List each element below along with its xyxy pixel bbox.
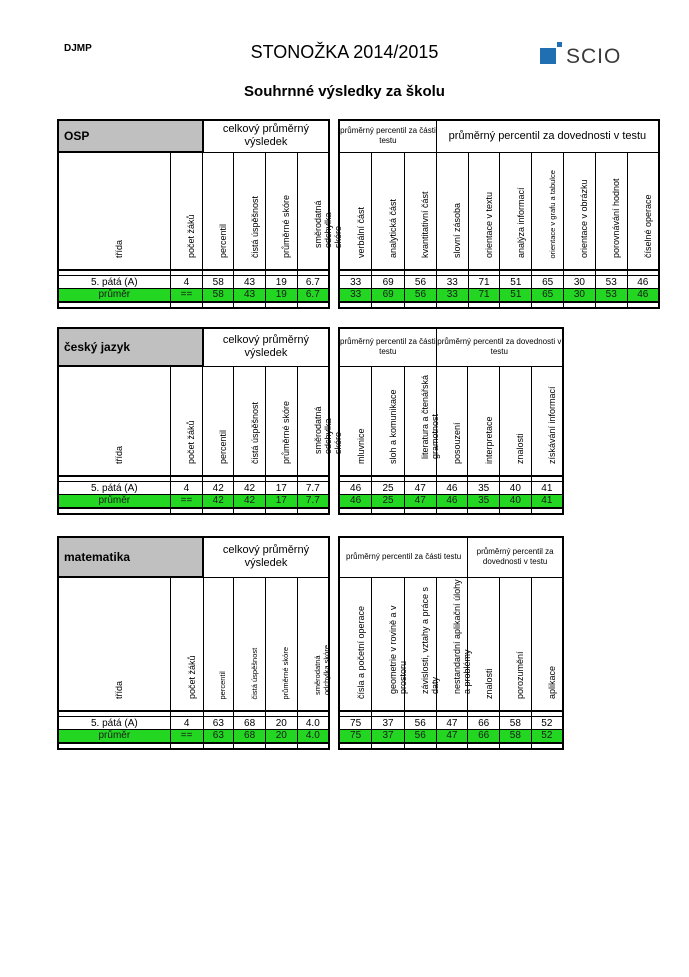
pupil-count: 4 xyxy=(170,717,203,730)
overall-value: 19 xyxy=(265,276,297,289)
part-value: 33 xyxy=(339,276,372,289)
skill-value: 52 xyxy=(531,730,563,743)
page-subtitle: Souhrnné výsledky za školu xyxy=(244,83,445,100)
skills-group-header: průměrný percentil za dovednosti v testu xyxy=(436,120,659,152)
part-value: 33 xyxy=(339,289,372,302)
average-row xyxy=(339,289,659,302)
pupil-count: == xyxy=(170,730,203,743)
school-code: DJMP xyxy=(64,43,92,54)
overall-value: 4.0 xyxy=(297,730,329,743)
subject-title: matematika xyxy=(58,537,203,577)
part-column-label: čísla a početní operace xyxy=(355,605,366,699)
part-column-label: analytická část xyxy=(388,198,399,258)
column-header-label: percentil xyxy=(218,429,229,464)
column-header-label: čistá úspěšnost xyxy=(249,647,259,700)
skill-value: 66 xyxy=(468,730,500,743)
overall-value: 42 xyxy=(234,495,266,508)
skill-column-header xyxy=(531,366,563,476)
class-row xyxy=(339,717,563,730)
column-header-label: čistá úspěšnost xyxy=(249,401,260,464)
skill-column-header xyxy=(627,152,659,270)
skill-column-label: znalosti xyxy=(483,668,494,699)
class-row xyxy=(58,276,329,289)
column-header xyxy=(297,577,329,711)
skill-column-label: číselné operace xyxy=(642,194,653,258)
column-header-label: počet žáků xyxy=(186,420,197,464)
column-header-label: třída xyxy=(114,445,125,464)
overall-value: 4.0 xyxy=(297,717,329,730)
overall-value: 7.7 xyxy=(297,495,329,508)
skill-value: 71 xyxy=(468,276,500,289)
part-value: 75 xyxy=(339,730,372,743)
skill-column-header xyxy=(468,152,500,270)
overall-value: 7.7 xyxy=(297,482,329,495)
skill-column-label: orientace v textu xyxy=(484,191,495,258)
subject-title: český jazyk xyxy=(58,328,203,366)
part-value: 56 xyxy=(405,289,437,302)
part-value: 37 xyxy=(372,717,405,730)
column-header xyxy=(203,577,234,711)
skill-value: 46 xyxy=(436,495,468,508)
part-value: 47 xyxy=(404,482,436,495)
part-column-header xyxy=(404,366,441,476)
column-header-label: třída xyxy=(114,239,125,258)
skill-column-header xyxy=(436,152,468,270)
skill-column-header xyxy=(500,577,532,711)
pupil-count: == xyxy=(170,495,203,508)
average-row xyxy=(58,289,329,302)
skill-value: 51 xyxy=(500,276,532,289)
parts-group-header: průměrný percentil za části testu xyxy=(339,120,436,152)
percentile-table xyxy=(338,536,564,750)
part-value: 69 xyxy=(372,276,405,289)
skill-column-header xyxy=(468,366,500,476)
part-value: 47 xyxy=(404,495,436,508)
skill-column-label: slovní zásoba xyxy=(452,202,463,258)
skill-value: 40 xyxy=(500,495,532,508)
skill-value: 66 xyxy=(468,717,500,730)
class-row xyxy=(58,482,329,495)
overall-value: 19 xyxy=(265,289,297,302)
column-header xyxy=(170,366,203,476)
overall-group-header: celkový průměrný výsledek xyxy=(203,537,329,577)
class-label: 5. pátá (A) xyxy=(58,717,170,730)
logo-small-square-icon xyxy=(557,42,562,47)
class-row xyxy=(339,482,563,495)
overall-value: 68 xyxy=(234,730,266,743)
skill-value: 46 xyxy=(627,276,659,289)
part-value: 46 xyxy=(339,482,372,495)
column-header xyxy=(265,152,297,270)
column-header-label: směrodatná odchylka skóre xyxy=(312,406,343,454)
part-value: 25 xyxy=(372,482,405,495)
column-header xyxy=(265,366,297,476)
part-value: 69 xyxy=(372,289,405,302)
overall-value: 42 xyxy=(203,482,234,495)
skill-column-label: interpretace xyxy=(483,416,494,464)
average-row xyxy=(339,730,563,743)
overall-value: 6.7 xyxy=(297,276,329,289)
part-value: 25 xyxy=(372,495,405,508)
overall-value: 58 xyxy=(203,276,234,289)
column-header xyxy=(170,152,203,270)
skill-value: 71 xyxy=(468,289,500,302)
part-column-header xyxy=(404,577,441,711)
pupil-count: == xyxy=(170,289,203,302)
column-header-label: průměrné skóre xyxy=(281,194,292,258)
logo-text: SCIO xyxy=(566,45,622,68)
document-title: STONOŽKA 2014/2015 xyxy=(250,42,439,62)
part-value: 47 xyxy=(436,730,468,743)
skill-value: 46 xyxy=(627,289,659,302)
skill-value: 33 xyxy=(436,289,468,302)
skill-column-label: posouzení xyxy=(451,422,462,464)
part-value: 56 xyxy=(404,730,436,743)
column-header-label: čistá úspěšnost xyxy=(249,195,260,258)
overall-value: 20 xyxy=(265,717,297,730)
overall-table xyxy=(57,119,343,309)
column-header xyxy=(58,152,170,270)
column-header xyxy=(203,152,234,270)
part-column-header xyxy=(405,152,437,270)
overall-value: 63 xyxy=(203,730,234,743)
overall-value: 20 xyxy=(265,730,297,743)
skill-column-header xyxy=(500,366,532,476)
part-column-label: sloh a komunikace xyxy=(388,389,399,464)
column-header-label: průměrné skóre xyxy=(281,400,292,464)
part-column-header xyxy=(436,577,472,711)
overall-table xyxy=(57,536,330,750)
overall-value: 17 xyxy=(265,495,297,508)
part-column-label: verbální část xyxy=(355,206,366,258)
skill-value: 41 xyxy=(531,495,563,508)
overall-value: 43 xyxy=(234,276,266,289)
skill-value: 65 xyxy=(532,276,564,289)
column-header xyxy=(265,577,297,711)
part-value: 46 xyxy=(339,495,372,508)
subject-title: OSP xyxy=(58,120,203,152)
skill-value: 58 xyxy=(500,730,532,743)
skill-column-header xyxy=(500,152,532,270)
column-header-label: percentil xyxy=(218,671,228,700)
part-value: 47 xyxy=(436,717,468,730)
skill-value: 65 xyxy=(532,289,564,302)
column-header xyxy=(170,577,203,711)
skill-column-label: orientace v grafu a tabulce xyxy=(547,170,557,259)
part-column-header xyxy=(339,577,372,711)
average-row xyxy=(339,495,563,508)
class-label: 5. pátá (A) xyxy=(58,482,170,495)
overall-value: 6.7 xyxy=(297,289,329,302)
column-header-label: třída xyxy=(114,680,125,699)
skill-value: 53 xyxy=(595,276,627,289)
skill-column-label: získávání informací xyxy=(546,386,557,464)
overall-value: 42 xyxy=(203,495,234,508)
part-column-label: geometrie v rovině a v prostoru xyxy=(388,605,409,694)
skill-column-label: porozumění xyxy=(515,651,526,699)
column-header xyxy=(234,152,266,270)
column-header-label: počet žáků xyxy=(186,655,197,699)
skill-column-label: porovnávání hodnot xyxy=(611,178,622,258)
skill-value: 52 xyxy=(531,717,563,730)
part-value: 56 xyxy=(404,717,436,730)
column-header-label: počet žáků xyxy=(186,214,197,258)
column-header xyxy=(58,366,170,476)
skill-value: 33 xyxy=(436,276,468,289)
skill-column-label: orientace v obrázku xyxy=(579,179,590,258)
average-row xyxy=(58,730,329,743)
percentile-table xyxy=(338,327,564,515)
percentile-table xyxy=(338,119,660,309)
skill-value: 35 xyxy=(468,482,500,495)
overall-value: 68 xyxy=(234,717,266,730)
column-header xyxy=(297,152,343,270)
skill-value: 35 xyxy=(468,495,500,508)
overall-group-header: celkový průměrný výsledek xyxy=(203,120,329,152)
pupil-count: 4 xyxy=(170,276,203,289)
skill-column-header xyxy=(532,152,564,270)
skill-column-header xyxy=(468,577,500,711)
average-row xyxy=(58,495,329,508)
part-column-header xyxy=(372,577,409,711)
part-column-label: závislosti, vztahy a práce s daty xyxy=(420,586,441,694)
column-header xyxy=(297,366,343,476)
column-header xyxy=(234,577,266,711)
scio-logo xyxy=(540,42,630,68)
skill-value: 51 xyxy=(500,289,532,302)
part-column-label: mluvnice xyxy=(355,428,366,464)
column-header xyxy=(203,366,234,476)
skill-column-label: aplikace xyxy=(546,665,557,699)
column-header-label: směrodatná odchylka skóre xyxy=(312,200,343,248)
class-label: průměr xyxy=(58,289,170,302)
skill-value: 53 xyxy=(595,289,627,302)
skill-column-label: znalosti xyxy=(515,433,526,464)
overall-value: 17 xyxy=(265,482,297,495)
skill-value: 40 xyxy=(500,482,532,495)
skill-column-header xyxy=(436,366,468,476)
part-column-header xyxy=(372,152,405,270)
part-value: 37 xyxy=(372,730,405,743)
skill-value: 41 xyxy=(531,482,563,495)
column-header xyxy=(234,366,266,476)
part-column-label: literatura a čtenářská gramotnost xyxy=(420,374,441,459)
overall-value: 58 xyxy=(203,289,234,302)
column-header xyxy=(58,577,170,711)
parts-group-header: průměrný percentil za části testu xyxy=(339,328,436,366)
parts-group-header: průměrný percentil za části testu xyxy=(339,537,468,577)
overall-table xyxy=(57,327,343,515)
skill-column-label: analýza informací xyxy=(515,187,526,258)
column-header-label: průměrné skóre xyxy=(281,646,291,700)
overall-value: 43 xyxy=(234,289,266,302)
skill-column-header xyxy=(531,577,563,711)
part-value: 56 xyxy=(405,276,437,289)
part-column-header xyxy=(339,152,372,270)
class-row xyxy=(58,717,329,730)
class-row xyxy=(339,276,659,289)
skill-column-header xyxy=(564,152,596,270)
logo-square-icon xyxy=(540,48,556,64)
skill-value: 30 xyxy=(564,289,596,302)
class-label: 5. pátá (A) xyxy=(58,276,170,289)
pupil-count: 4 xyxy=(170,482,203,495)
part-value: 75 xyxy=(339,717,372,730)
skills-group-header: průměrný percentil za dovednosti v testu xyxy=(436,328,563,366)
skill-column-header xyxy=(595,152,627,270)
column-header-label: percentil xyxy=(218,223,229,258)
part-column-header xyxy=(372,366,405,476)
skill-value: 46 xyxy=(436,482,468,495)
overall-value: 63 xyxy=(203,717,234,730)
skill-value: 58 xyxy=(500,717,532,730)
part-column-label: nestandardní aplikační úlohy a problémy xyxy=(451,579,472,694)
part-column-header xyxy=(339,366,372,476)
class-label: průměr xyxy=(58,730,170,743)
column-header-label: směrodatná odchylka skóre xyxy=(312,644,331,695)
overall-group-header: celkový průměrný výsledek xyxy=(203,328,329,366)
class-label: průměr xyxy=(58,495,170,508)
part-column-label: kvantitativní část xyxy=(420,191,431,258)
skills-group-header: průměrný percentil za dovednosti v testu xyxy=(468,537,563,577)
overall-value: 42 xyxy=(234,482,266,495)
skill-value: 30 xyxy=(564,276,596,289)
